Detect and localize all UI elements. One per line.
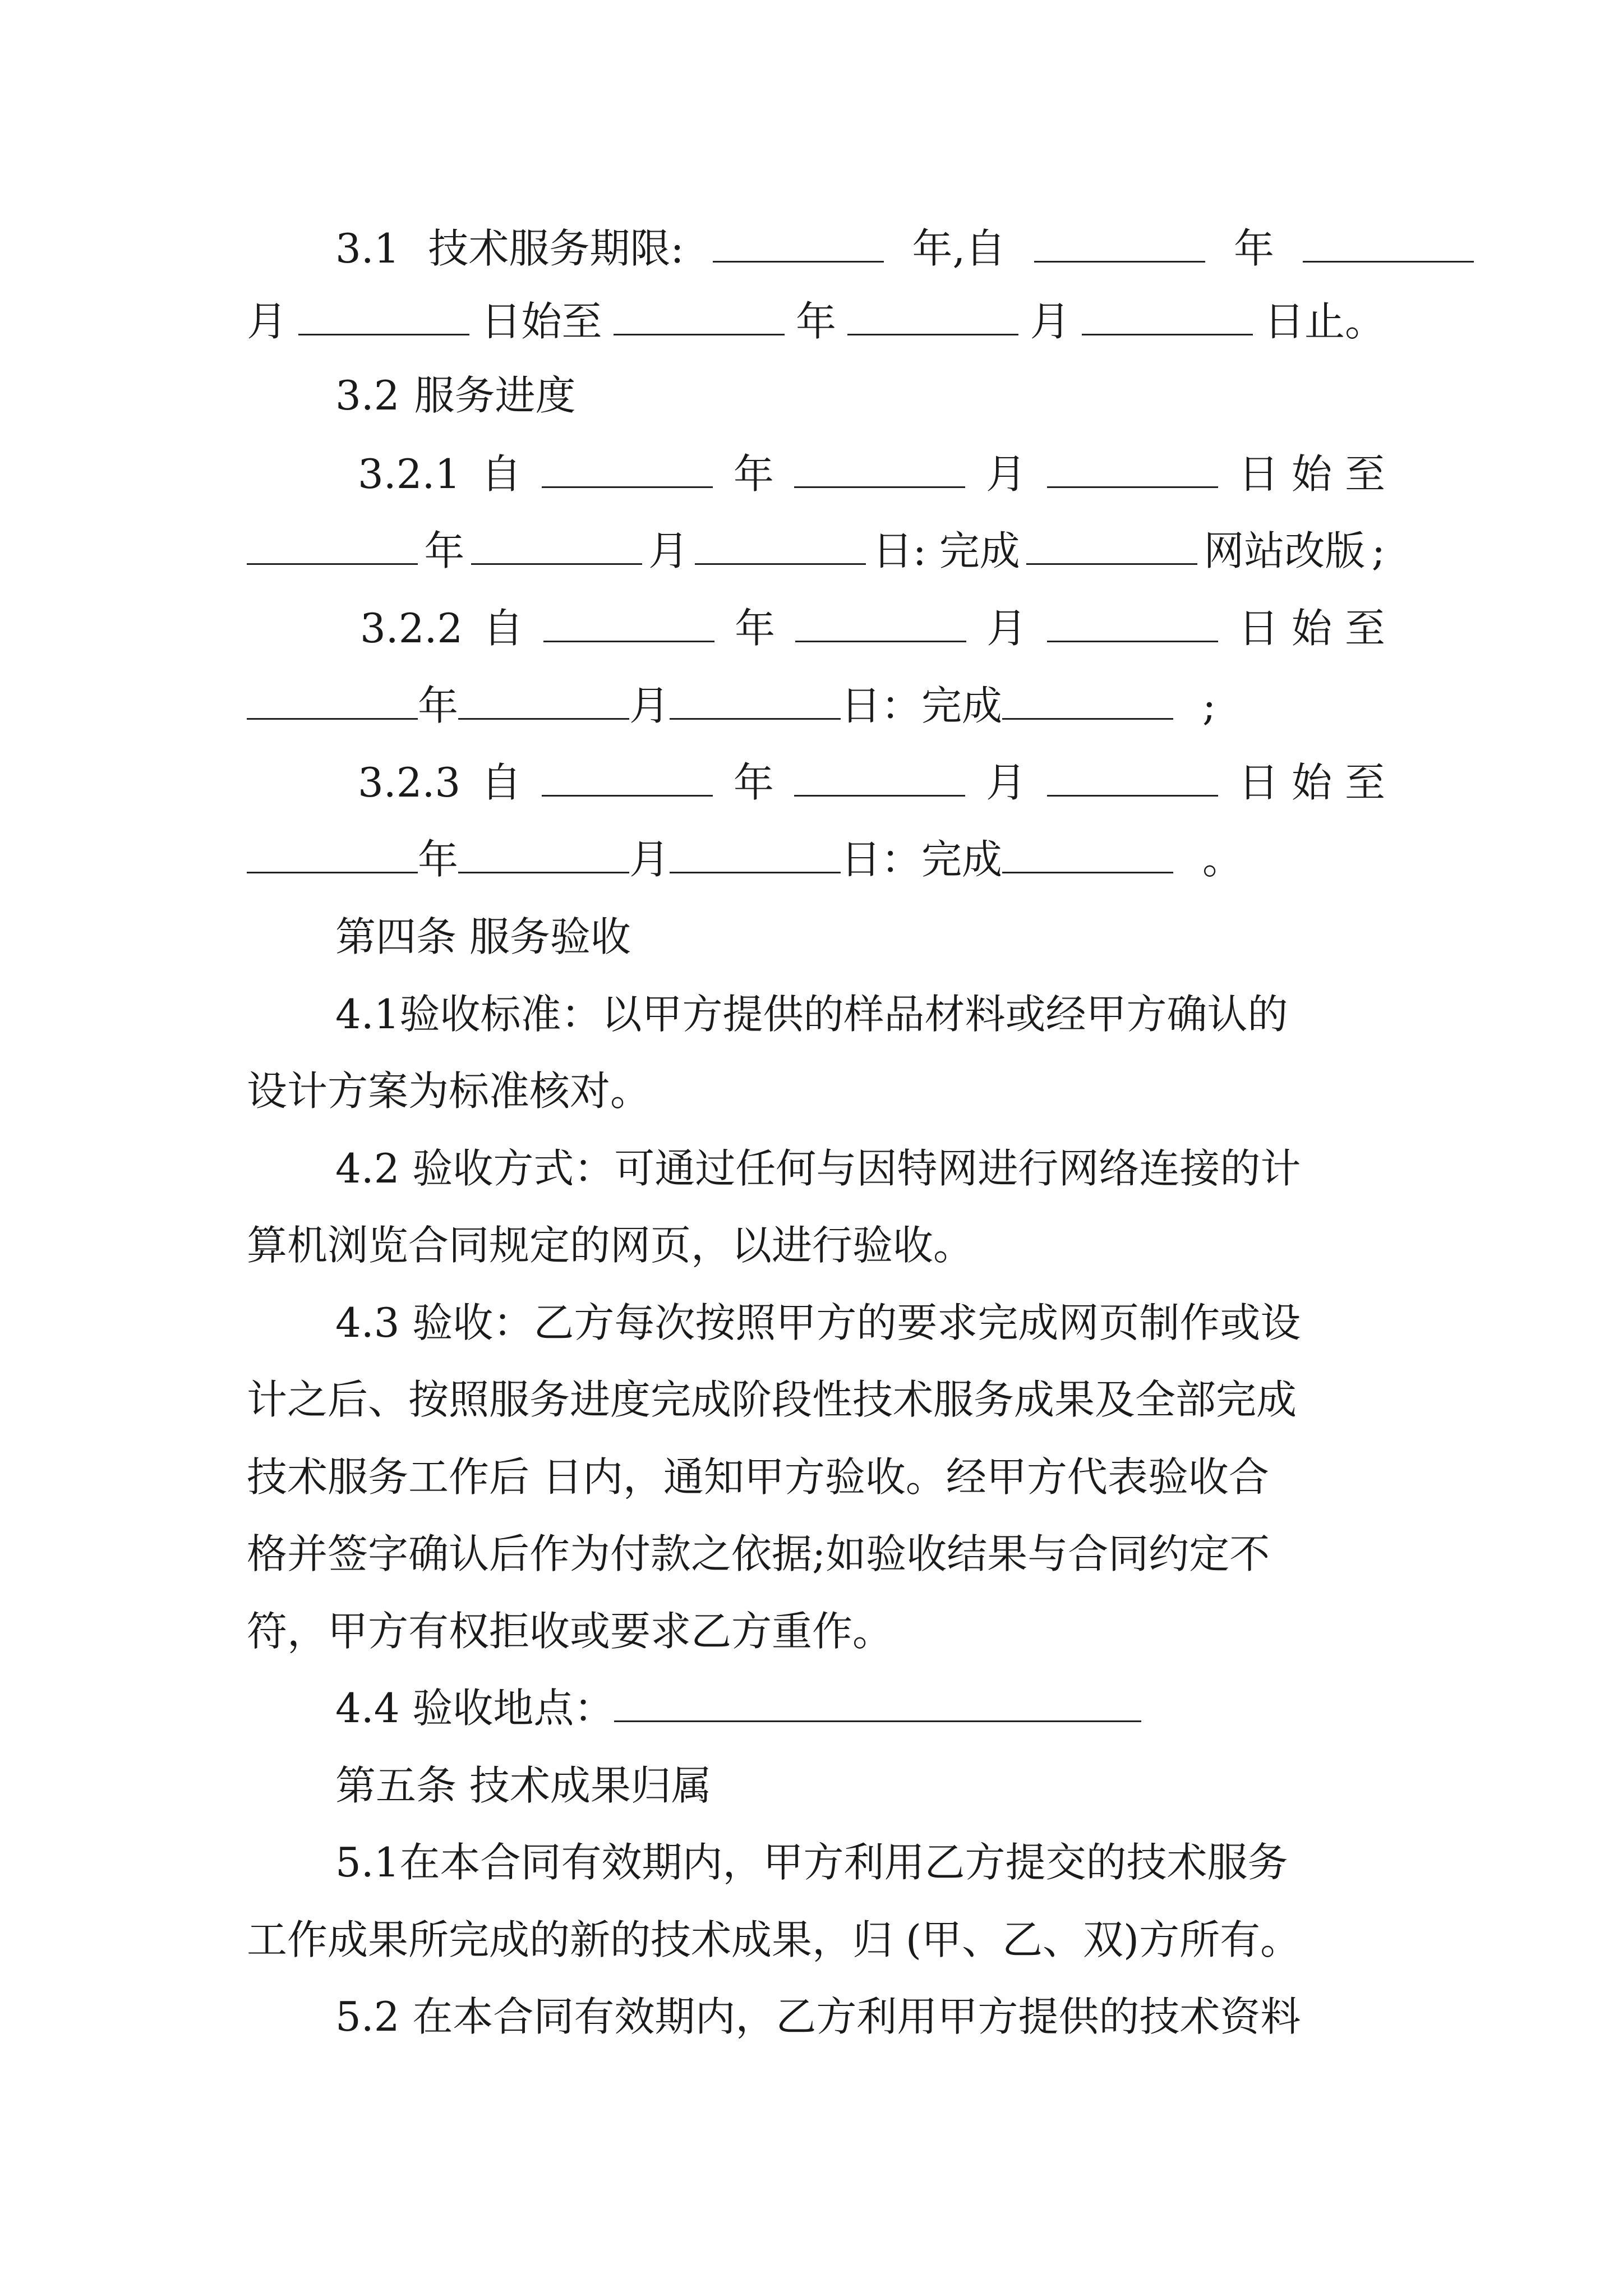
blank-field	[1034, 260, 1205, 263]
clause-4-3-line-4: 格并签字确认后作为付款之依据;如验收结果与合同约定不	[247, 1530, 1270, 1577]
blank-field	[713, 260, 884, 263]
clause-5-2-line-1: 5.2 在本合同有效期内，乙方利用甲方提供的技术资料	[335, 1993, 1301, 2040]
blank-field	[471, 563, 642, 565]
blank-field	[794, 486, 965, 488]
clause-3-2-3-line-1: 3.2.3 自 年 月 日 始 至	[358, 759, 1385, 806]
clause-label: 技术服务期限:	[428, 225, 684, 272]
clause-4-3-line-5: 符，甲方有权拒收或要求乙方重作。	[247, 1608, 893, 1655]
blank-field	[1047, 486, 1218, 488]
blank-field	[847, 333, 1018, 335]
blank-field	[247, 717, 418, 720]
clause-label: 4.4 验收地点：	[335, 1685, 615, 1732]
blank-field	[1082, 333, 1253, 335]
blank-field	[247, 871, 418, 873]
clause-3-2-2-line-1: 3.2.2 自 年 月 日 始 至	[360, 605, 1385, 652]
clause-4-1-line-1: 4.1验收标准：以甲方提供的样品材料或经甲方确认的	[335, 991, 1288, 1038]
clause-4-1-line-2: 设计方案为标准核对。	[247, 1068, 651, 1115]
blank-field	[298, 333, 469, 335]
blank-field	[1002, 871, 1173, 873]
article-5-heading: 第五条 技术成果归属	[335, 1762, 712, 1809]
clause-number: 3.1	[335, 225, 400, 272]
blank-field	[1026, 563, 1197, 565]
clause-4-2-line-1: 4.2 验收方式：可通过任何与因特网进行网络连接的计	[335, 1145, 1301, 1192]
clause-3-2-1-line-1: 3.2.1 自 年 月 日 始 至	[358, 450, 1385, 498]
clause-4-4	[335, 1674, 1474, 1742]
clause-3-2-heading: 3.2 服务进度	[335, 372, 576, 419]
blank-field	[614, 1720, 1141, 1722]
blank-field	[458, 871, 629, 873]
clause-4-3-line-1: 4.3 验收：乙方每次按照甲方的要求完成网页制作或设	[335, 1299, 1301, 1346]
clause-4-2-line-2: 算机浏览合同规定的网页，以进行验收。	[247, 1222, 974, 1269]
clause-3-1-line-1: 3.1 技术服务期限: 年,自 年	[335, 215, 1474, 282]
blank-field	[542, 794, 713, 797]
blank-field	[458, 717, 629, 720]
clause-3-2-1-line-2: 年 月 日: 完成 网站改版 ;	[247, 517, 1385, 585]
clause-3-1-line-2: 月 日始至 年 月 日止。	[247, 298, 1385, 345]
blank-field	[247, 563, 418, 565]
blank-field	[542, 486, 713, 488]
blank-field	[1047, 794, 1218, 797]
blank-field	[795, 640, 966, 642]
blank-field	[794, 794, 965, 797]
blank-field	[670, 717, 841, 720]
clause-3-2-3-line-2: 年 月 日：完成 。	[247, 826, 1234, 893]
blank-field	[543, 640, 714, 642]
blank-field	[614, 333, 785, 335]
article-4-heading: 第四条 服务验收	[335, 913, 631, 960]
blank-field	[1303, 260, 1474, 263]
blank-field	[1002, 717, 1173, 720]
blank-field	[695, 563, 866, 565]
clause-4-3-line-2: 计之后、按照服务进度完成阶段性技术服务成果及全部完成	[247, 1376, 1297, 1423]
blank-field	[670, 871, 841, 873]
clause-5-1-line-1: 5.1在本合同有效期内，甲方利用乙方提交的技术服务	[335, 1839, 1288, 1886]
clause-3-2-2-line-2: 年 月 日：完成 ;	[247, 672, 1234, 739]
clause-5-1-line-2: 工作成果所完成的新的技术成果，归 (甲、乙、双)方所有。	[247, 1916, 1301, 1963]
clause-4-3-line-3: 技术服务工作后 日内，通知甲方验收。经甲方代表验收合	[247, 1453, 1269, 1501]
blank-field	[1047, 640, 1218, 642]
